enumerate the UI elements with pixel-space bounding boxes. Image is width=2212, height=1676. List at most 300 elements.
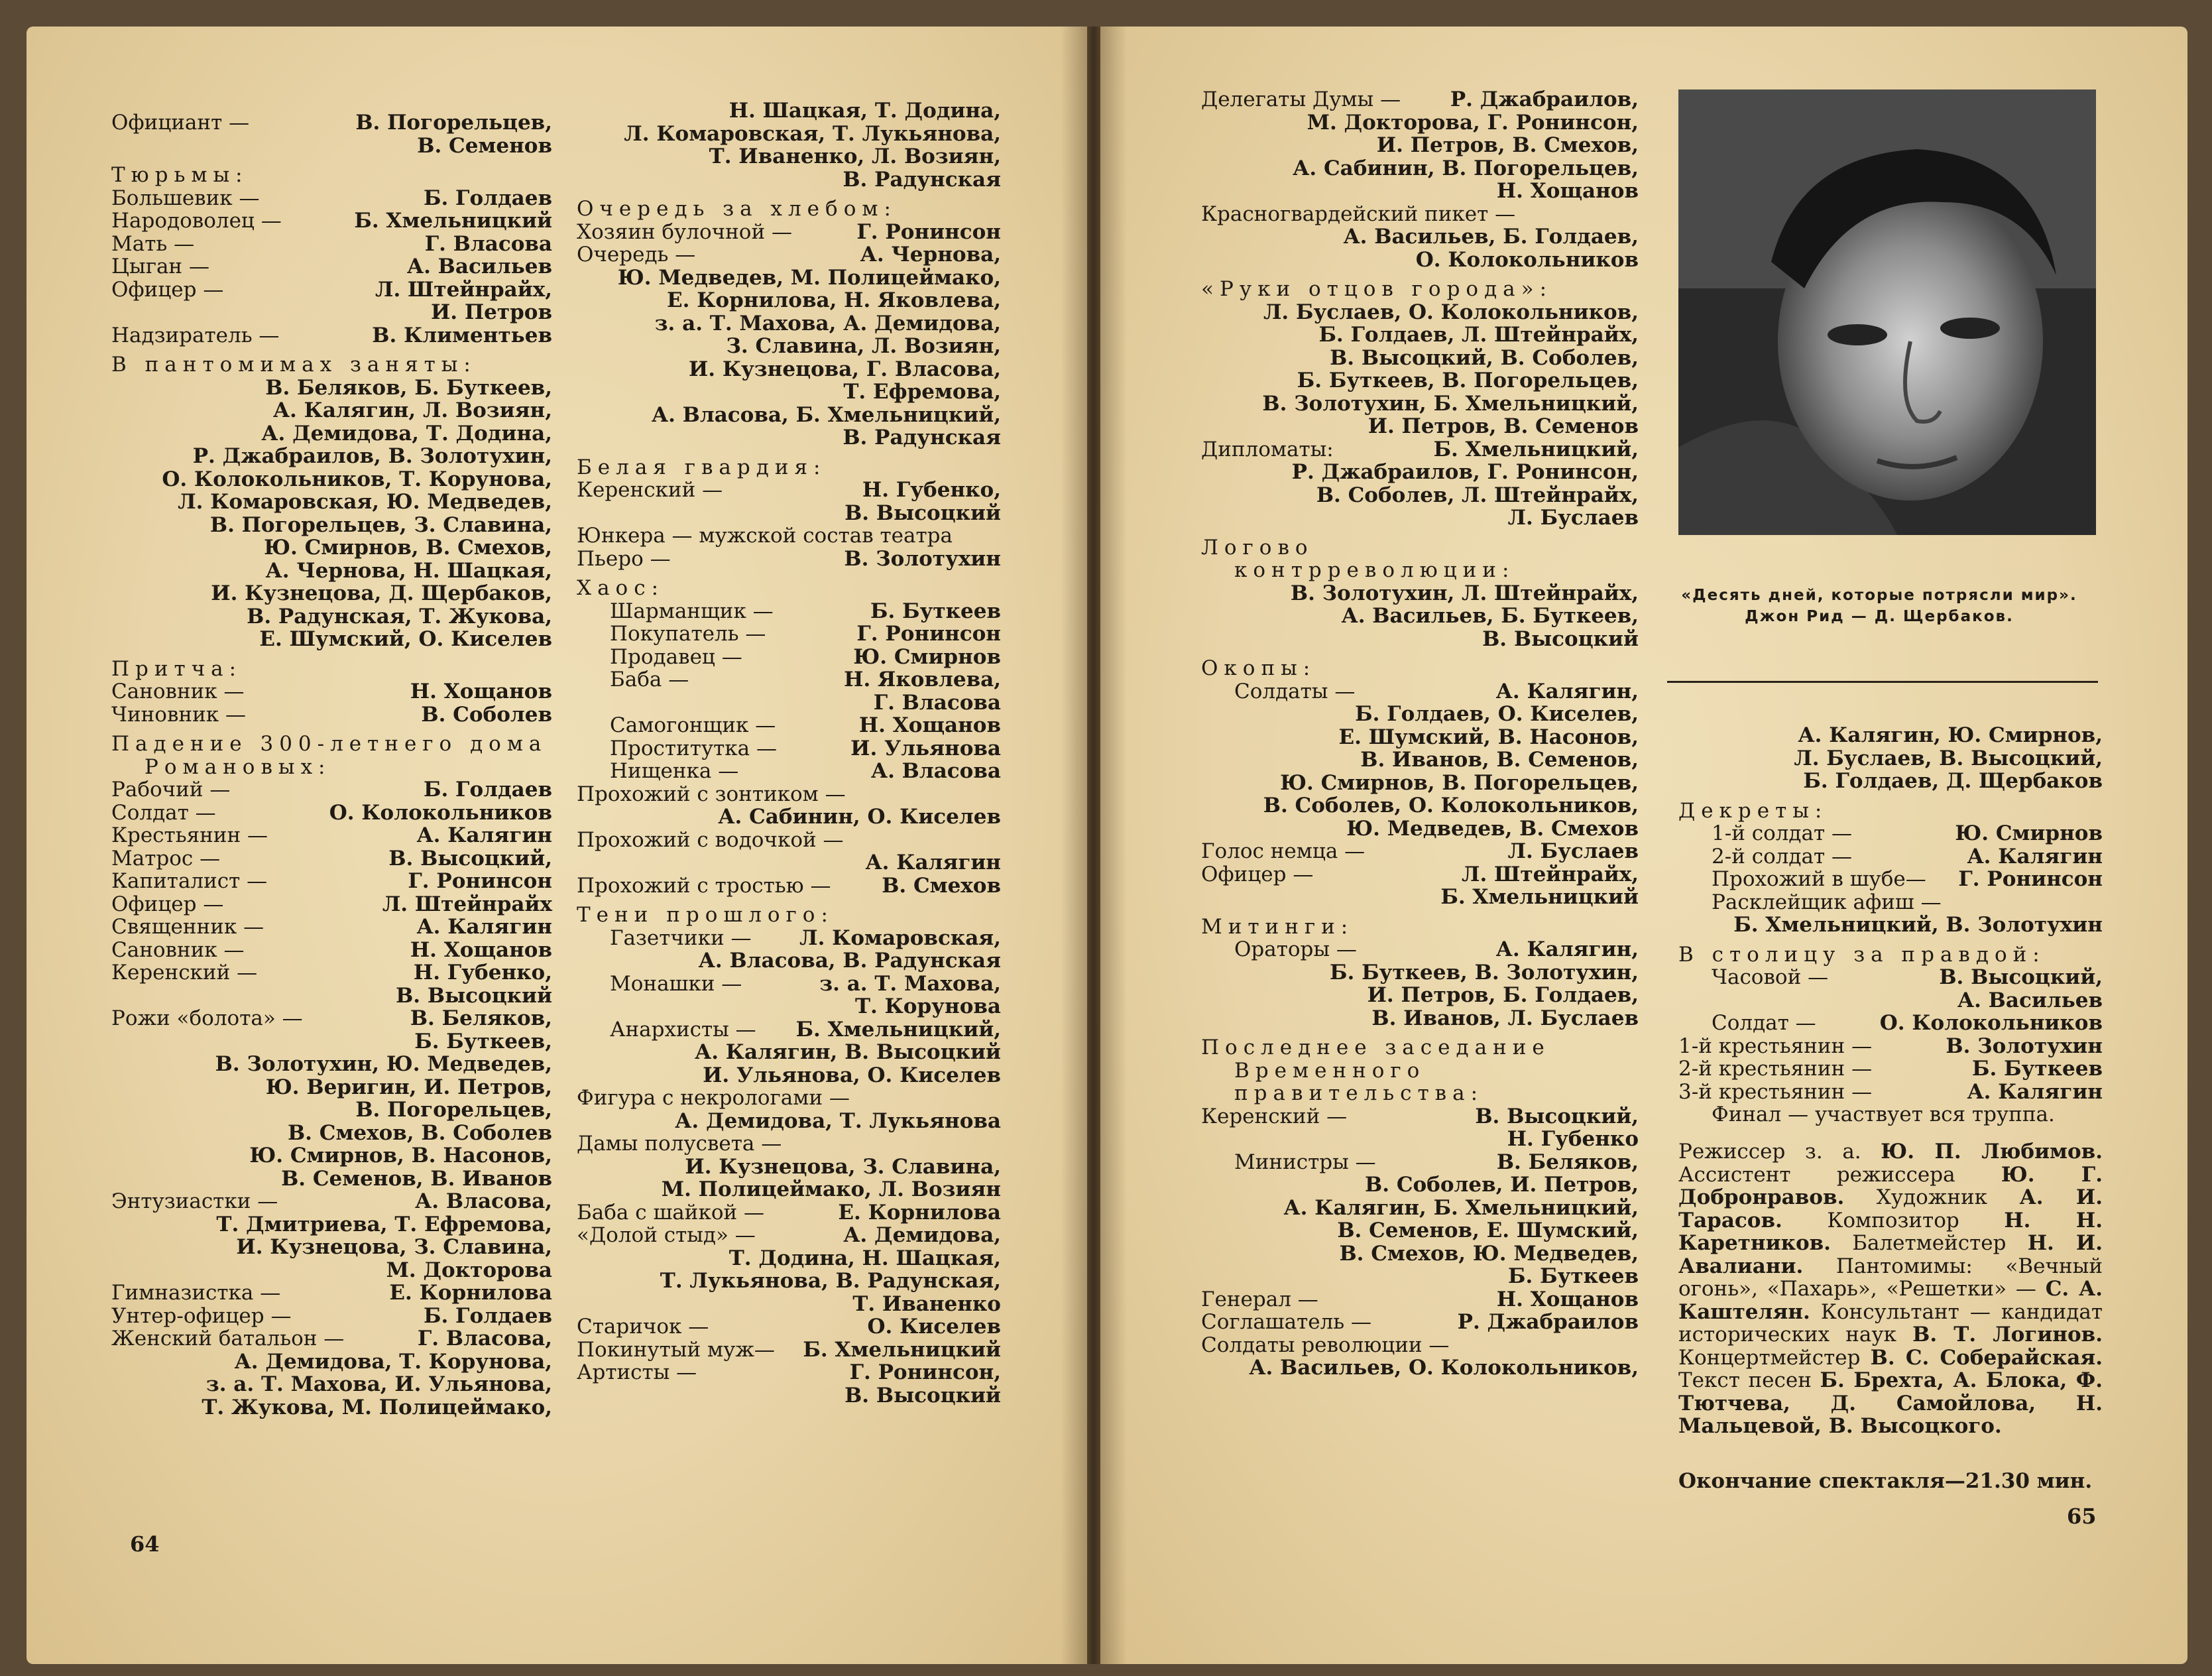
cast-row: [111, 916, 552, 939]
actor-names-line: В. Погорельцев, З. Славина,: [209, 512, 552, 537]
scene-heading: Хаос:: [577, 576, 665, 600]
actor-name: А. Власова,: [415, 1189, 552, 1213]
cast-row: [577, 927, 1001, 950]
actor-names-line: И. Кузнецова, Д. Щербаков,: [211, 581, 552, 605]
actor-name: Л. Комаровская,: [799, 926, 1001, 950]
credit-name: Ю. Г. Добронравов.: [1678, 1162, 2103, 1209]
actor-name: Л. Буслаев: [1507, 839, 1639, 863]
cast-row: [1678, 1103, 2103, 1126]
actor-names-line: А. Демидова, Т. Корунова,: [234, 1349, 552, 1374]
actor-name: Б. Буткеев: [870, 599, 1001, 623]
actor-names-line: Н. Губенко: [1507, 1127, 1639, 1151]
actor-names-line: Б. Хмельницкий: [1440, 885, 1639, 909]
cast-row: [577, 1339, 1001, 1362]
cast-row: [1678, 845, 2103, 868]
role-name: Дамы полусвета —: [577, 1132, 782, 1156]
role-name: Офицер —: [1201, 862, 1314, 886]
actor-name: В. Беляков,: [1496, 1150, 1639, 1174]
actor-name: А. Чернова,: [860, 243, 1001, 267]
actor-name: И. Ульянова: [850, 736, 1001, 760]
actor-name: Г. Ронинсон: [856, 622, 1001, 646]
cast-row: [577, 737, 1001, 760]
role-name: Хозяин булочной —: [577, 219, 792, 244]
role-name: Солдаты —: [1234, 679, 1356, 703]
actor-name: Б. Голдаев: [423, 778, 552, 802]
cast-row: [111, 278, 552, 302]
scene-heading: В столицу за правдой:: [1678, 942, 2046, 967]
scene-heading: Последнее заседание: [1201, 1036, 1550, 1059]
credit-text: Режиссер з. а.: [1678, 1140, 1881, 1164]
role-name: Керенский —: [1201, 1104, 1348, 1128]
actor-names-line: Т. Ефремова,: [843, 380, 1001, 404]
page-number-left: 64: [130, 1531, 160, 1557]
actor-names-line: Ю. Смирнов, В. Погорельцев,: [1280, 770, 1639, 795]
credit-text: Пантомимы: «Вечный огонь», «Пахарь», «Решетки» —: [1678, 1254, 2103, 1301]
page-number-right: 65: [2067, 1504, 2097, 1529]
left-page-column-2: [577, 99, 1001, 1407]
actor-names-line: Н. Хощанов: [1496, 179, 1639, 203]
actor-names-line: А. Васильев, О. Колокольников,: [1249, 1356, 1639, 1380]
role-name: Ораторы —: [1234, 937, 1357, 961]
actor-names-line: Л. Комаровская, Ю. Медведев,: [178, 490, 552, 514]
actor-names-line: В. Золотухин, Ю. Медведев,: [215, 1052, 552, 1076]
scene-heading: правительства:: [1234, 1081, 1484, 1105]
actor-names-line: В. Семенов: [417, 133, 552, 158]
role-name: Прохожий с тростью —: [577, 873, 831, 898]
role-name: Генерал —: [1201, 1287, 1318, 1311]
actor-names-line: И. Кузнецова, З. Славина,: [236, 1235, 552, 1259]
credit-name: А. И. Тарасов.: [1678, 1185, 2103, 1232]
actor-names-line: Т. Жукова, М. Полицеймако,: [202, 1395, 552, 1419]
actor-name: А. Демидова,: [843, 1223, 1001, 1247]
actor-names-line: Р. Джабраилов, Г. Ронинсон,: [1291, 460, 1639, 484]
role-name: Сановник —: [111, 937, 245, 962]
role-name: Солдаты революции —: [1201, 1333, 1450, 1357]
actor-names-line: З. Славина, Л. Возиян,: [726, 334, 1001, 358]
actor-names-line: Т. Корунова: [854, 994, 1001, 1018]
actor-names-line: М. Полицеймако, Л. Возиян: [661, 1177, 1001, 1201]
role-name: 1-й солдат —: [1712, 821, 1853, 845]
actor-name: Н. Хощанов: [1496, 1287, 1639, 1311]
actor-name: В. Высоцкий,: [1939, 965, 2103, 989]
cast-row: [577, 1361, 1001, 1384]
role-name: Прохожий с водочкой —: [577, 827, 844, 852]
actor-name: А. Калягин: [416, 823, 552, 847]
actor-names-line: А. Демидова, Т. Лукьянова: [675, 1108, 1001, 1133]
actor-names-line: Ю. Медведев, М. Полицеймако,: [617, 265, 1001, 290]
actor-names-line: В. Золотухин, Л. Штейнрайх,: [1290, 581, 1639, 605]
cast-row: [111, 324, 552, 347]
cast-row: [111, 802, 552, 825]
role-name: Надзиратель —: [111, 323, 280, 347]
role-name: Покупатель —: [610, 622, 766, 646]
credit-text: Концертмейстер: [1678, 1345, 1871, 1370]
cast-row: [577, 600, 1001, 623]
actor-name: Б. Хмельницкий,: [1433, 437, 1639, 461]
actor-names-line: А. Сабинин, В. Погорельцев,: [1293, 156, 1639, 180]
scene-heading: Тени прошлого:: [577, 903, 834, 927]
actor-names-line: Е. Корнилова, Н. Яковлева,: [666, 288, 1001, 312]
cast-row: [1201, 203, 1639, 226]
cast-row: [577, 243, 1001, 267]
role-name: Чиновник —: [111, 702, 246, 727]
scene-heading: Митинги:: [1201, 914, 1354, 939]
actor-name: Л. Штейнрайх,: [375, 277, 552, 302]
cast-row: [111, 961, 552, 985]
scene-heading: Декреты:: [1678, 798, 1828, 823]
actor-name: Г. Ронинсон: [408, 869, 552, 893]
actor-names-line: В. Высоцкий: [844, 1383, 1001, 1407]
cast-row: [577, 829, 1001, 852]
scene-heading: Логово: [1201, 535, 1314, 560]
actor-name: В. Высоцкий,: [388, 846, 552, 870]
actor-name: О. Киселев: [867, 1315, 1001, 1339]
actor-names-line: Н. Шацкая, Т. Додина,: [728, 99, 1001, 123]
actor-name: В. Беляков,: [410, 1006, 552, 1030]
cast-row: [1201, 438, 1639, 461]
role-name: Баба с шайкой —: [577, 1200, 764, 1225]
role-name: Унтер-офицер —: [111, 1303, 292, 1328]
actor-names-line: Л. Буслаев, О. Колокольников,: [1263, 300, 1639, 324]
cast-row: [1678, 1035, 2103, 1058]
cast-row: [111, 1305, 552, 1328]
role-name: Прохожий в шубе—: [1712, 867, 1926, 891]
cast-row: [1201, 88, 1639, 111]
role-name: Пьеро —: [577, 546, 671, 571]
scene-heading: Романовых:: [145, 754, 331, 779]
cast-row: [577, 973, 1001, 996]
actor-name: А. Калягин: [1967, 1079, 2103, 1104]
actor-names-line: А. Васильев, Б. Голдаев,: [1343, 225, 1639, 249]
role-name: 3-й крестьянин —: [1678, 1079, 1873, 1104]
actor-names-line: Т. Иваненко, Л. Возиян,: [709, 145, 1001, 168]
actor-names-line: А. Калягин, В. Высоцкий: [694, 1040, 1001, 1064]
actor-name: Б. Хмельницкий,: [795, 1017, 1001, 1042]
actor-names-line: Б. Буткеев, В. Золотухин,: [1330, 960, 1639, 985]
actor-name: А. Васильев: [406, 255, 552, 278]
role-name: Министры —: [1234, 1150, 1376, 1174]
actor-names-line: Б. Буткеев, В. Погорельцев,: [1297, 369, 1639, 392]
credit-name: Ю. П. Любимов.: [1881, 1140, 2103, 1164]
actor-name: В. Климентьев: [372, 323, 552, 347]
actor-names-line: Б. Голдаев, О. Киселев,: [1355, 702, 1639, 726]
role-name: Расклейщик афиш —: [1712, 890, 1942, 914]
actor-names-line: Ю. Веригин, И. Петров,: [265, 1075, 552, 1099]
book-spine: [1061, 27, 1127, 1664]
actor-name: Г. Власова,: [417, 1327, 552, 1350]
cast-row: [1201, 1311, 1639, 1334]
cast-row: [1678, 966, 2103, 989]
actor-names-line: В. Беляков, Б. Буткеев,: [265, 375, 552, 400]
role-name: Красногвардейский пикет —: [1201, 202, 1516, 226]
cast-row: [1678, 1057, 2103, 1081]
actor-name: Н. Губенко,: [862, 478, 1001, 502]
credit-text: Текст песен: [1678, 1368, 1820, 1392]
actor-names-line: В. Высоцкий: [396, 983, 552, 1008]
role-name: Энтузиастки —: [111, 1189, 278, 1213]
cast-row: [577, 783, 1001, 806]
role-name: Цыган —: [111, 255, 209, 278]
role-name: Соглашатель —: [1201, 1310, 1372, 1334]
right-page-column-1: [1201, 88, 1639, 1380]
cast-row: [111, 187, 552, 210]
actor-name: Ю. Смирнов: [1955, 821, 2103, 845]
actor-name: Б. Голдаев: [423, 186, 552, 210]
actor-names-line: В. Радунская: [843, 426, 1001, 449]
actor-names-line: А. Чернова, Н. Шацкая,: [265, 558, 552, 583]
actor-names-line: А. Калягин, Л. Возиян,: [272, 398, 552, 422]
actor-names-line: В. Иванов, Л. Буслаев: [1371, 1006, 1639, 1030]
cast-row: [577, 1201, 1001, 1225]
cast-row: [1678, 891, 2103, 914]
role-name: Капиталист —: [111, 869, 268, 893]
role-name: «Долой стыд» —: [577, 1223, 756, 1247]
role-name: Покинутый муж—: [577, 1337, 775, 1362]
cast-row: [577, 874, 1001, 898]
cast-row: [111, 847, 552, 870]
actor-name: А. Калягин: [416, 915, 552, 939]
cast-row: [111, 703, 552, 727]
cast-row: [1201, 863, 1639, 886]
actor-names-line: М. Докторова, Г. Ронинсон,: [1307, 110, 1639, 135]
left-page-column-1: [111, 111, 552, 1419]
actor-name: Б. Голдаев: [423, 1303, 552, 1328]
actor-name: Г. Ронинсон: [856, 219, 1001, 244]
actor-name: Л. Штейнрайх: [382, 892, 552, 916]
actor-names-line: А. Калягин: [865, 851, 1001, 874]
actor-name: Л. Штейнрайх,: [1462, 862, 1639, 886]
scene-heading: контрреволюции:: [1234, 558, 1515, 582]
actor-names-line: И. Петров: [431, 300, 552, 324]
actor-names-line: В. Золотухин, Б. Хмельницкий,: [1262, 391, 1639, 416]
cast-row: [111, 1190, 552, 1213]
cast-row: [111, 680, 552, 703]
actor-name: А. Калягин,: [1495, 937, 1639, 961]
cast-row: [577, 548, 1001, 571]
actor-names-line: Б. Голдаев, Д. Щербаков: [1803, 769, 2103, 793]
cast-row: [111, 1327, 552, 1350]
actor-name: Н. Хощанов: [410, 937, 552, 962]
cast-row: [577, 714, 1001, 737]
actor-name: В. Золотухин: [844, 546, 1001, 571]
role-name: Артисты —: [577, 1360, 697, 1384]
actor-names-line: Л. Комаровская, Т. Лукьянова,: [624, 121, 1001, 146]
role-name: Керенский —: [577, 478, 723, 502]
cast-row: [577, 760, 1001, 783]
actor-names-line: В. Радунская, Т. Жукова,: [247, 604, 552, 628]
role-name: Голос немца —: [1201, 839, 1366, 863]
right-page-column-2: [1678, 724, 2103, 1126]
scene-heading: Притча:: [111, 656, 243, 681]
cast-row: [111, 111, 552, 135]
cast-row: [111, 1007, 552, 1030]
actor-name: В. Соболев: [421, 702, 552, 727]
role-name: Делегаты Думы —: [1201, 88, 1401, 111]
cast-row: [111, 1282, 552, 1305]
actor-name: Ю. Смирнов: [853, 644, 1001, 669]
actor-names-line: А. Демидова, Т. Додина,: [261, 421, 552, 446]
actor-name: Н. Губенко,: [413, 961, 552, 985]
cast-row: [1678, 868, 2103, 891]
role-name: Солдат —: [111, 800, 216, 825]
actor-name: В. Смехов: [882, 873, 1001, 898]
actor-names-line: Т. Лукьянова, В. Радунская,: [660, 1269, 1001, 1293]
role-name: Мать —: [111, 231, 195, 256]
actor-names-line: И. Кузнецова, З. Славина,: [685, 1154, 1001, 1179]
role-name: Рожи «болота» —: [111, 1006, 303, 1030]
cast-row: [577, 524, 1001, 548]
actor-names-line: В. Высоцкий: [844, 501, 1001, 525]
role-name: Дипломаты:: [1201, 437, 1334, 461]
actor-names-line: А. Власова, В. Радунская: [698, 949, 1001, 973]
scene-heading: Белая гвардия:: [577, 455, 827, 479]
scene-heading: Очередь за хлебом:: [577, 197, 897, 221]
scene-heading: Тюрьмы:: [111, 163, 249, 187]
role-name: Баба —: [610, 668, 689, 691]
actor-names-line: з. а. Т. Махова, И. Ульянова,: [205, 1372, 552, 1396]
cast-row: [1201, 1334, 1639, 1357]
actor-names-line: Г. Власова: [873, 690, 1001, 715]
actor-names-line: И. Кузнецова, Г. Власова,: [688, 357, 1001, 381]
cast-row: [577, 1224, 1001, 1247]
cast-row: [1678, 1081, 2103, 1104]
actor-names-line: И. Ульянова, О. Киселев: [703, 1063, 1001, 1087]
actor-name: Е. Корнилова: [389, 1281, 552, 1305]
actor-names-line: Е. Шумский, О. Киселев: [259, 627, 552, 651]
credit-text: Художник: [1844, 1185, 2020, 1209]
cast-row: [1201, 1288, 1639, 1311]
role-name: Монашки —: [610, 971, 742, 996]
actor-names-line: А. Васильев: [1957, 988, 2103, 1012]
credit-text: Ассистент режиссера: [1678, 1162, 2001, 1187]
actor-name: Н. Яковлева,: [844, 668, 1001, 691]
actor-names-line: з. а. Т. Махова, А. Демидова,: [654, 311, 1001, 335]
role-name: Анархисты —: [610, 1017, 756, 1042]
role-name: Очередь —: [577, 243, 696, 267]
actor-names-line: А. Васильев, Б. Буткеев,: [1341, 604, 1639, 628]
role-name: Офицер —: [111, 277, 224, 302]
actor-name: В. Золотухин: [1946, 1034, 2103, 1058]
role-name: Матрос —: [111, 846, 221, 870]
credit-text: Консультант — кандидат исторических наук: [1678, 1299, 2103, 1347]
actor-name: Б. Хмельницкий: [803, 1337, 1001, 1362]
credit-name: С. А. Каштелян.: [1678, 1277, 2103, 1324]
role-name: Офицер —: [111, 892, 224, 916]
cast-row: [1201, 938, 1639, 961]
cast-row: [577, 668, 1001, 691]
role-name: Самогонщик —: [610, 713, 776, 737]
credit-name: В. Т. Логинов.: [1912, 1323, 2103, 1347]
role-name: Большевик —: [111, 186, 260, 210]
cast-row: [1201, 1151, 1639, 1174]
role-name: Продавец —: [610, 644, 742, 669]
actor-names-line: В. Семенов, Е. Шумский,: [1337, 1219, 1639, 1242]
actor-name: з. а. Т. Махова,: [819, 971, 1001, 996]
actor-names-line: Т. Иваненко: [852, 1291, 1001, 1316]
actor-names-line: В. Семенов, В. Иванов: [281, 1166, 552, 1191]
actor-names-line: И. Петров, В. Смехов,: [1376, 133, 1639, 157]
actor-names-line: В. Соболев, И. Петров,: [1365, 1173, 1639, 1197]
actor-names-line: В. Погорельцев,: [355, 1098, 552, 1122]
role-name: Рабочий —: [111, 778, 231, 802]
cast-row: [111, 939, 552, 962]
role-name: Старичок —: [577, 1315, 709, 1339]
cast-row: [577, 1132, 1001, 1156]
role-name: Сановник —: [111, 680, 245, 703]
cast-row: [577, 221, 1001, 244]
actor-name: Б. Хмельницкий: [354, 209, 552, 233]
scene-heading: «Руки отцов города»:: [1201, 277, 1553, 301]
actor-names-line: М. Докторова: [386, 1258, 552, 1282]
role-name: Солдат —: [1712, 1011, 1816, 1035]
credit-name: Б. Брехта, А. Блока, Ф. Тютчева, Д. Самойлова, Н. Мальцевой, В. Высоцкого.: [1678, 1368, 2103, 1438]
performance-end-time: Окончание спектакля—21.30 мин.: [1678, 1469, 2093, 1493]
actor-names-line: Т. Дмитриева, Т. Ефремова,: [216, 1212, 552, 1236]
role-name: Официант —: [111, 111, 250, 135]
portrait-photo: [1678, 90, 2096, 535]
role-name: 1-й крестьянин —: [1678, 1034, 1873, 1058]
cast-row: [577, 1087, 1001, 1110]
role-name: 2-й солдат —: [1712, 844, 1853, 868]
actor-names-line: О. Колокольников, Т. Корунова,: [162, 467, 552, 491]
cast-row: [111, 778, 552, 802]
scene-heading: В пантомимах заняты:: [111, 353, 477, 377]
cast-row: [1201, 840, 1639, 863]
cast-row: [111, 210, 552, 233]
actor-names-line: А. Власова, Б. Хмельницкий,: [651, 402, 1001, 427]
actor-names-line: Б. Голдаев, Л. Штейнрайх,: [1318, 323, 1639, 347]
actor-names-line: В. Высоцкий, В. Соболев,: [1330, 345, 1639, 370]
cast-row: [111, 824, 552, 847]
role-name: Священник —: [111, 915, 264, 939]
actor-name: Е. Корнилова: [838, 1200, 1001, 1225]
production-credits: [1678, 1140, 2103, 1438]
actor-names-line: В. Иванов, В. Семенов,: [1360, 748, 1639, 772]
photo-caption: «Десять дней, которые потрясли мир». Джон Рид — Д. Щербаков.: [1681, 587, 2077, 625]
cast-row: [577, 646, 1001, 669]
role-name: 2-й крестьянин —: [1678, 1057, 1873, 1081]
actor-names-line: Ю. Медведев, В. Смехов: [1346, 816, 1639, 841]
actor-names-line: Ю. Смирнов, В. Насонов,: [249, 1144, 552, 1167]
cast-row: [1678, 822, 2103, 845]
cast-row: [577, 1018, 1001, 1042]
actor-names-line: Е. Шумский, В. Насонов,: [1338, 725, 1639, 749]
cast-row: [111, 870, 552, 893]
actor-name: Б. Буткеев: [1972, 1057, 2103, 1081]
credit-text: Композитор: [1782, 1208, 2005, 1232]
credit-text: Балетмейстер: [1830, 1231, 2028, 1255]
scene-heading: Окопы:: [1201, 656, 1316, 680]
actor-name: Н. Хощанов: [858, 713, 1001, 737]
divider-line: [1667, 681, 2098, 683]
actor-name: Р. Джабраилов,: [1450, 88, 1639, 111]
actor-names-line: А. Сабинин, О. Киселев: [718, 805, 1001, 829]
cast-row: [577, 479, 1001, 502]
actor-name: В. Погорельцев,: [355, 111, 552, 135]
actor-names-line: О. Колокольников: [1415, 247, 1639, 272]
actor-names-line: А. Калягин, Ю. Смирнов,: [1798, 723, 2103, 747]
role-name: Юнкера — мужской состав театра: [577, 524, 953, 548]
actor-name: Г. Ронинсон: [1958, 867, 2103, 891]
actor-name: В. Высоцкий,: [1475, 1104, 1639, 1128]
role-name: Гимназистка —: [111, 1281, 281, 1305]
actor-names-line: В. Соболев, О. Колокольников,: [1263, 794, 1639, 817]
actor-names-line: И. Петров, В. Семенов: [1368, 414, 1639, 438]
actor-names-line: В. Высоцкий: [1482, 627, 1639, 651]
actor-names-line: Л. Буслаев: [1507, 506, 1639, 530]
actor-names-line: В. Смехов, Ю. Медведев,: [1339, 1241, 1639, 1266]
actor-name: Р. Джабраилов: [1457, 1310, 1639, 1334]
